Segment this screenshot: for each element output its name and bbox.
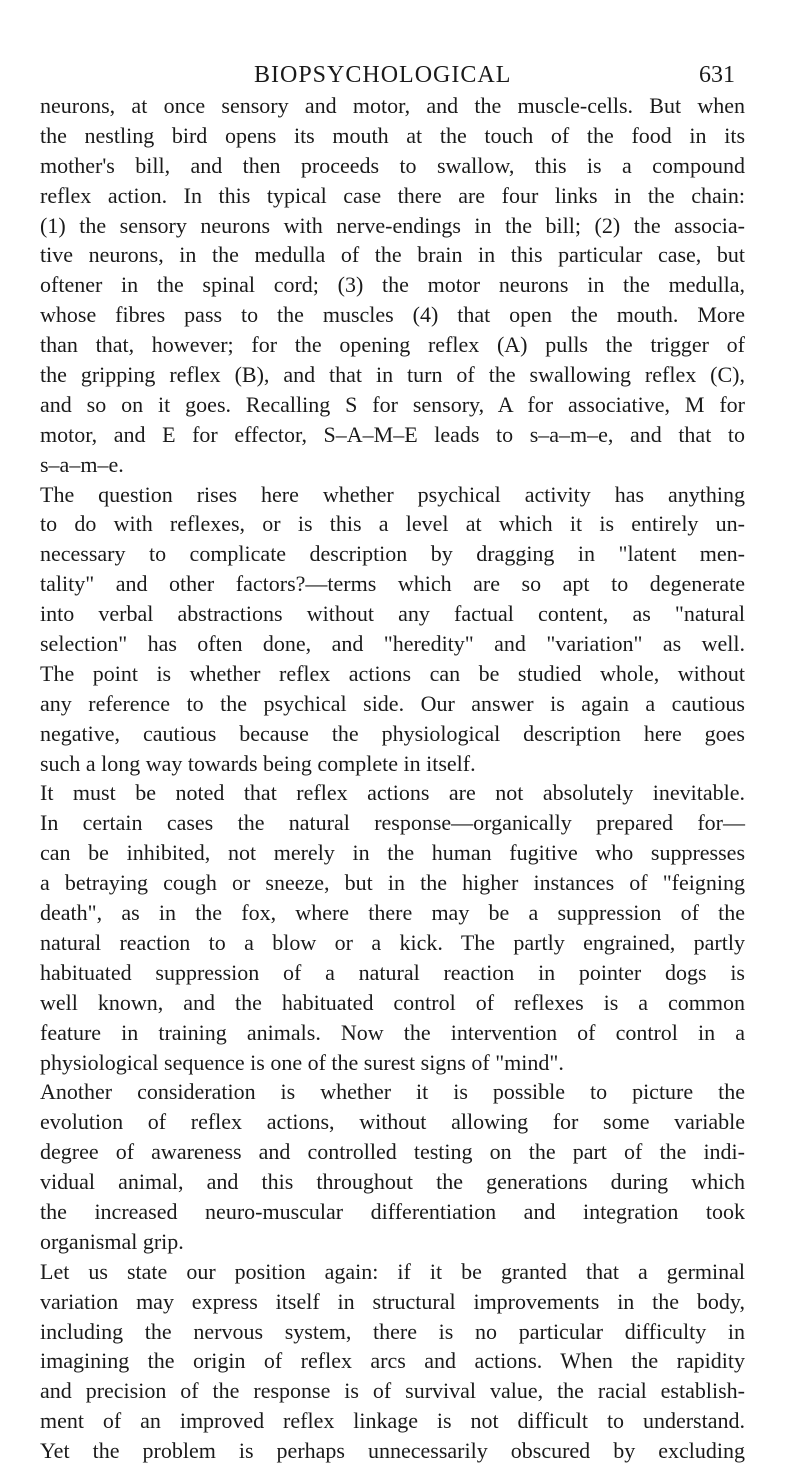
text-line: than that, however; for the opening reflex (A) pulls the trigger of [40,332,745,358]
text-line: natural reaction to a blow or a kick. The partly engrained, partly [40,929,745,955]
text-line: including the nervous system, there is no particular difficulty in [40,1318,745,1344]
text-line: well known, and the habituated control of reflexes is a common [40,989,745,1015]
text-line: s–a–m–e. [40,451,124,477]
text-line: the nestling bird opens its mouth at the touch of the food in its [40,122,745,148]
text-line: to do with reflexes, or is this a level at which it is entirely un- [40,511,745,537]
text-line: a betraying cough or sneeze, but in the higher instances of "feigning [40,870,745,896]
text-line: habituated suppression of a natural reaction in pointer dogs is [40,959,745,985]
text-line: into verbal abstractions without any factual content, as "natural [40,601,745,627]
text-line: degree of awareness and controlled testing on the part of the indi- [40,1139,745,1165]
text-line: (1) the sensory neurons with nerve-endings in the bill; (2) the associa- [40,212,745,238]
text-line: oftener in the spinal cord; (3) the motor neurons in the medulla, [40,272,745,298]
body-text [40,91,745,1466]
page-number: 631 [699,62,735,88]
text-line: tality" and other factors?—terms which are so apt to degenerate [40,571,745,597]
text-line: Yet the problem is perhaps unnecessarily obscured by excluding [40,1438,745,1464]
text-line: and precision of the response is of survival value, the racial establish- [40,1378,745,1404]
text-line: The point is whether reflex actions can be studied whole, without [40,660,745,686]
text-line: evolution of reflex actions, without allowing for some variable [40,1109,745,1135]
text-line: the gripping reflex (B), and that in turn of the swallowing reflex (C), [40,362,745,388]
text-line: feature in training animals. Now the intervention of control in a [40,1019,745,1045]
text-line: tive neurons, in the medulla of the brain in this particular case, but [40,242,745,268]
text-line: whose fibres pass to the muscles (4) that open the mouth. More [40,302,745,328]
text-line: reflex action. In this typical case there are four links in the chain: [40,182,745,208]
text-line: can be inhibited, not merely in the human fugitive who suppresses [40,840,745,866]
text-line: variation may express itself in structural improvements in the body, [40,1288,745,1314]
text-line: mother's bill, and then proceeds to swallow, this is a compound [40,152,745,178]
running-head: BIOPSYCHOLOGICAL [254,62,512,88]
text-line: neurons, at once sensory and motor, and the muscle-cells. But when [40,93,745,118]
text-line: vidual animal, and this throughout the generations during which [40,1169,745,1195]
text-line: any reference to the psychical side. Our answer is again a cautious [40,690,745,716]
text-line: Another consideration is whether it is possible to picture the [40,1079,745,1105]
text-line: imagining the origin of reflex arcs and actions. When the rapidity [40,1348,745,1374]
text-line: such a long way towards being complete in itself. [40,750,476,776]
text-line: Let us state our position again: if it be granted that a germinal [40,1258,745,1284]
text-line: negative, cautious because the physiological description here goes [40,720,745,746]
text-line: ment of an improved reflex linkage is not difficult to understand. [40,1408,745,1434]
text-line: motor, and E for effector, S–A–M–E leads to s–a–m–e, and that to [40,421,745,447]
text-line: and so on it goes. Recalling S for sensory, A for associative, M for [40,391,745,417]
text-line: physiological sequence is one of the surest signs of "mind". [40,1049,564,1075]
text-line: selection" has often done, and "heredity" and "variation" as well. [40,631,745,657]
text-line: necessary to complicate description by dragging in "latent men- [40,541,745,567]
text-line: death", as in the fox, where there may be a suppression of the [40,900,745,926]
text-line: the increased neuro-muscular differentiation and integration took [40,1198,745,1224]
text-line: In certain cases the natural response—organically prepared for— [40,810,745,836]
text-line: The question rises here whether psychical activity has anything [40,481,745,507]
text-line: It must be noted that reflex actions are not absolutely inevitable. [40,780,745,806]
text-line: organismal grip. [40,1228,184,1254]
